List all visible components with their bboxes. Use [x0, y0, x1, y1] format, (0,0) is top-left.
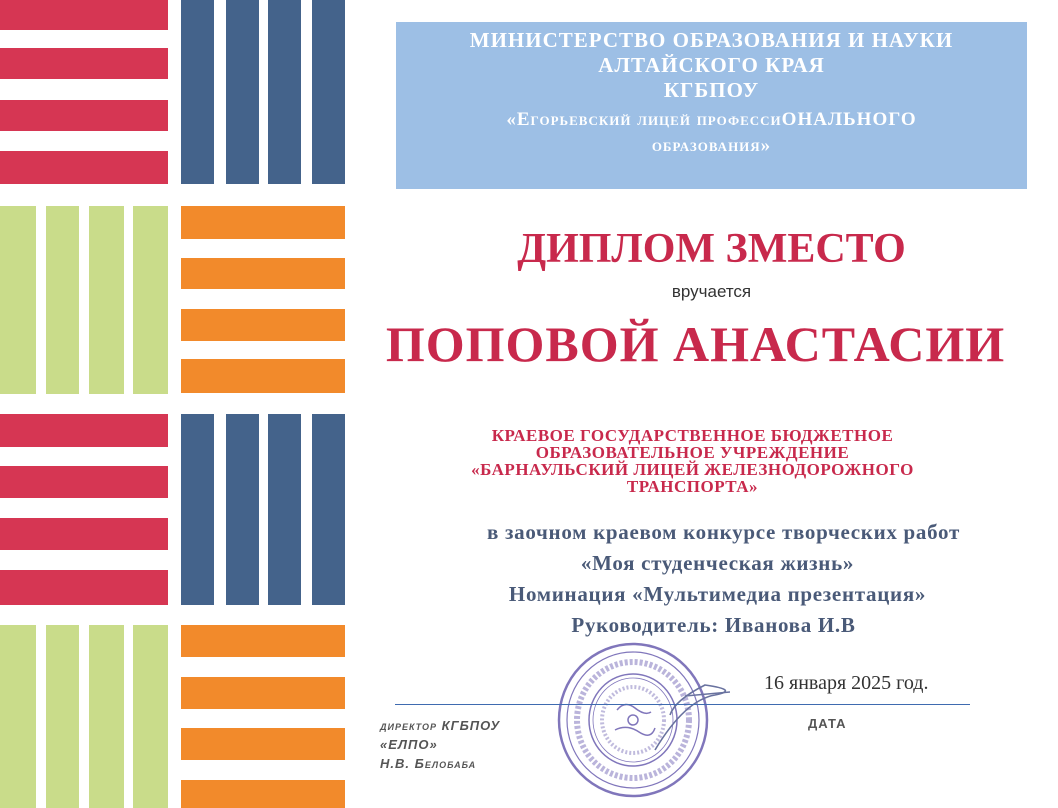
diploma-title: ДИПЛОМ ЗМЕСТО	[517, 226, 906, 272]
director-org: «ЕЛПО»	[380, 737, 438, 752]
header-line-4: «Егорьевский лицей профессиОНАЛЬНОГО	[506, 109, 917, 130]
signature-line	[395, 704, 970, 705]
supervisor: Руководитель: Иванова И.В	[571, 613, 856, 637]
institution-line-4: ТРАНСПОРТА»	[626, 477, 759, 496]
red-stripes-block-middle	[0, 414, 168, 605]
header-line-2: АЛТАЙСКОГО КРАЯ	[598, 53, 825, 77]
recipient-name: ПОПОВОЙ АНАСТАСИИ	[385, 316, 1006, 372]
blue-stripes-block-top	[181, 0, 345, 184]
official-stamp-seal	[555, 640, 730, 800]
ministry-header	[396, 22, 1027, 189]
institution-name	[400, 427, 985, 495]
date-label: ДАТА	[808, 716, 847, 731]
contest-description: в заочном краевом конкурсе творческих работ	[487, 520, 960, 544]
director-signature-block	[380, 716, 500, 773]
blue-stripes-block-middle	[181, 414, 345, 605]
green-stripes-block-upper	[0, 206, 168, 394]
orange-stripes-block-upper	[181, 206, 345, 393]
header-line-5: образования»	[651, 135, 772, 156]
header-line-3: КГБПОУ	[663, 78, 760, 102]
institution-line-3: «БАРНАУЛЬСКИЙ ЛИЦЕЙ ЖЕЛЕЗНОДОРОЖНОГО	[471, 460, 914, 479]
red-stripes-block-top	[0, 0, 168, 184]
header-line-1: МИНИСТЕРСТВО ОБРАЗОВАНИЯ И НАУКИ	[469, 28, 954, 52]
orange-stripes-block-lower	[181, 625, 345, 808]
director-name: Н.В. Белобаба	[380, 756, 477, 771]
institution-line-2: ОБРАЗОВАТЕЛЬНОЕ УЧРЕЖДЕНИЕ	[535, 443, 850, 462]
institution-line-1: КРАЕВОЕ ГОСУДАРСТВЕННОЕ БЮДЖЕТНОЕ	[491, 426, 894, 445]
director-title: директор КГБПОУ	[380, 718, 501, 733]
award-date: 16 января 2025 год.	[764, 672, 929, 694]
contest-name: «Моя студенческая жизнь»	[580, 551, 855, 575]
awarded-label: вручается	[671, 282, 752, 301]
nomination: Номинация «Мультимедиа презентация»	[508, 582, 927, 606]
decorative-stripe-pattern	[0, 0, 370, 808]
green-stripes-block-lower	[0, 625, 168, 808]
